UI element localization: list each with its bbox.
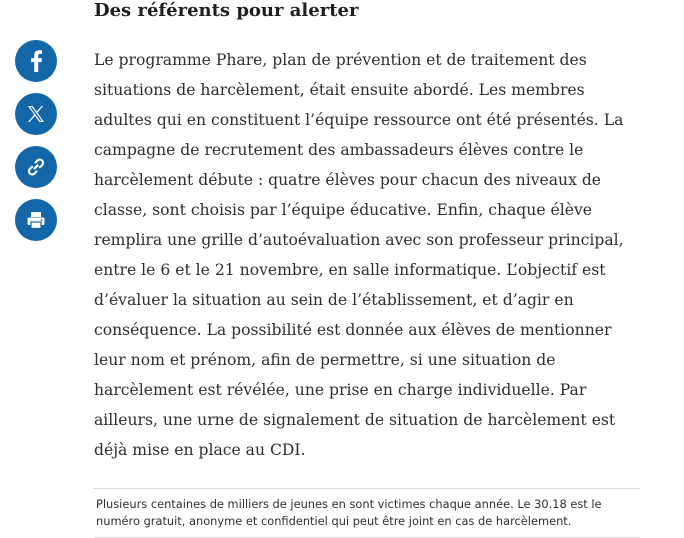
section-title: Des référents pour alerter	[94, 0, 359, 21]
caption-line: Plusieurs centaines de milliers de jeunes en sont victimes chaque année. Le 30.18 est le	[96, 497, 602, 511]
paragraph-line: ailleurs, une urne de signalement de situation de harcèlement est	[94, 411, 616, 429]
paragraph-line: classe, sont choisis par l’équipe éducative. Enfin, chaque élève	[94, 201, 593, 219]
paragraph-line: entre le 6 et le 21 novembre, en salle informatique. L’objectif est	[94, 261, 606, 279]
x-icon	[27, 105, 45, 123]
article-paragraph	[94, 45, 634, 465]
share-bar	[15, 40, 57, 252]
paragraph-line: adultes qui en constituent l’équipe ressource ont été présentés. La	[94, 111, 624, 129]
paragraph-line: harcèlement débute : quatre élèves pour chacun des niveaux de	[94, 171, 602, 189]
paragraph-line: leur nom et prénom, afin de permettre, si une situation de	[94, 351, 556, 369]
share-link-button[interactable]	[15, 146, 57, 188]
share-facebook-button[interactable]	[15, 40, 57, 82]
paragraph-line: situations de harcèlement, était ensuite abordé. Les membres	[94, 81, 585, 99]
paragraph-line: harcèlement est révélée, une prise en charge individuelle. Par	[94, 381, 587, 399]
caption-line: numéro gratuit, anonyme et confidentiel qui peut être joint en cas de harcèlement.	[96, 514, 572, 528]
share-x-button[interactable]	[15, 93, 57, 135]
info-caption	[94, 488, 640, 538]
share-print-button[interactable]	[15, 199, 57, 241]
paragraph-line: conséquence. La possibilité est donnée aux élèves de mentionner	[94, 321, 612, 339]
paragraph-line: d’évaluer la situation au sein de l’établissement, et d’agir en	[94, 291, 574, 309]
paragraph-line: déjà mise en place au CDI.	[94, 441, 306, 459]
facebook-icon	[29, 50, 43, 72]
link-icon	[26, 157, 46, 177]
print-icon	[26, 210, 46, 230]
paragraph-line: remplira une grille d’autoévaluation avec son professeur principal,	[94, 231, 624, 249]
paragraph-line: Le programme Phare, plan de prévention et de traitement des	[94, 51, 587, 69]
paragraph-line: campagne de recrutement des ambassadeurs élèves contre le	[94, 141, 584, 159]
